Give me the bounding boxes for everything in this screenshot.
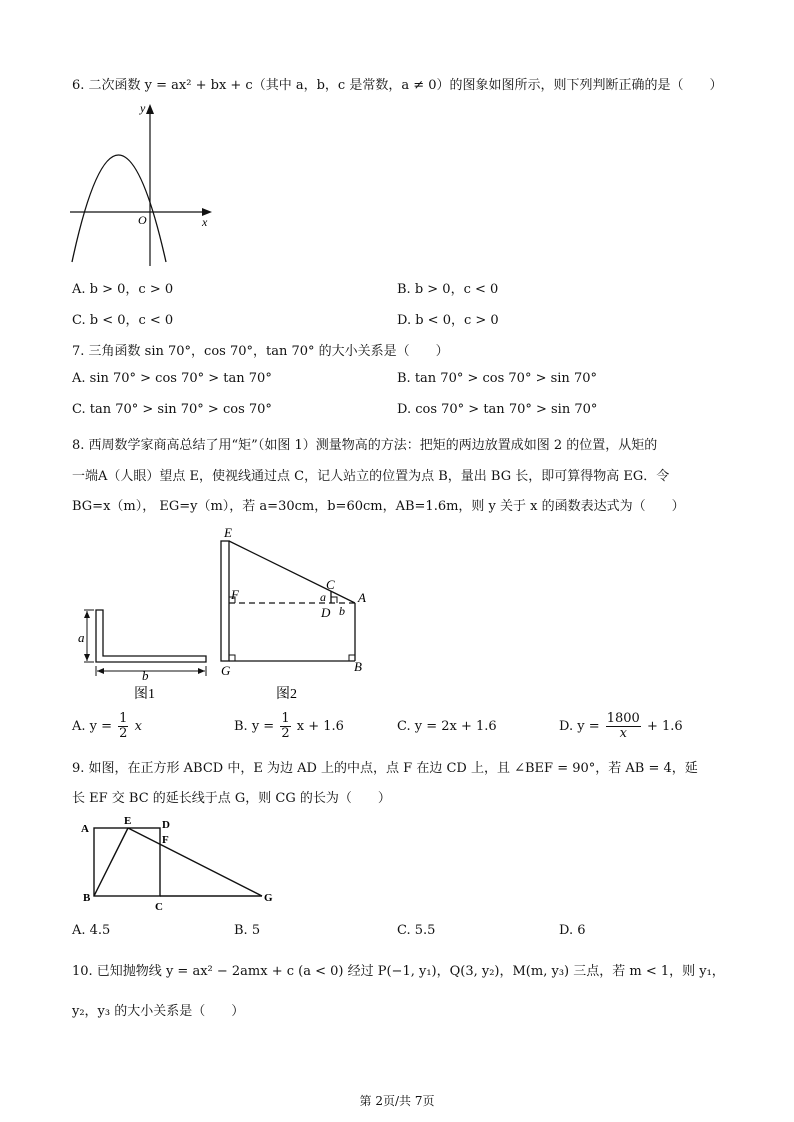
q8-d-fraction	[606, 712, 641, 741]
q6-stem: 6. 二次函数 y = ax² + bx + c（其中 a，b，c 是常数，a ≠ 0）的图象如图所示，则下列判断正确的是（ ）	[72, 78, 723, 93]
q7-option-b[interactable]: B. tan 70° > cos 70° > sin 70°	[397, 371, 597, 386]
fig2-label-b: B	[354, 659, 362, 674]
fig2-label-a: A	[358, 590, 366, 605]
q8-d-denominator: x	[619, 726, 627, 741]
q6-parabola-curve	[72, 155, 166, 262]
q8-a-numerator: 1	[119, 711, 128, 726]
q6-origin-label: O	[138, 213, 147, 227]
fig2-pole-eg	[221, 541, 229, 661]
q9-label-g: G	[264, 892, 273, 904]
q9-option-d[interactable]: D. 6	[559, 923, 586, 938]
fig1-a-arrow-down	[84, 654, 90, 661]
q8-figure-2	[215, 525, 375, 705]
q9-stem-line2: 长 EF 交 BC 的延长线于点 G，则 CG 的长为（ ）	[72, 791, 391, 806]
q6-x-label: x	[202, 215, 208, 229]
q6-option-b[interactable]: B. b > 0，c < 0	[397, 282, 499, 297]
q9-label-b: B	[83, 892, 91, 904]
fig2-caption: 图2	[276, 687, 297, 702]
q9-label-e: E	[124, 815, 132, 827]
q9-segment-eg	[128, 828, 262, 896]
q7-option-c[interactable]: C. tan 70° > sin 70° > cos 70°	[72, 402, 272, 417]
fig2-label-d: D	[321, 605, 331, 620]
q9-option-a[interactable]: A. 4.5	[72, 923, 111, 938]
q9-label-f: F	[162, 834, 169, 846]
q8-option-c[interactable]: C. y = 2x + 1.6	[397, 719, 497, 734]
q8-d-prefix: D. y =	[559, 719, 600, 734]
q6-option-d[interactable]: D. b < 0，c > 0	[397, 313, 499, 328]
q9-option-b[interactable]: B. 5	[234, 923, 261, 938]
page-footer: 第 2页/共 7页	[359, 1094, 435, 1108]
q8-b-denominator: 2	[281, 726, 290, 741]
fig2-label-e: E	[224, 525, 232, 540]
q8-option-a[interactable]	[72, 712, 142, 741]
q9-label-d: D	[162, 819, 170, 831]
q8-a-denominator: 2	[119, 726, 128, 741]
q9-square-abcd	[94, 828, 160, 896]
q8-b-prefix: B. y =	[234, 719, 275, 734]
q8-b-suffix: x + 1.6	[296, 719, 344, 734]
q6-y-label: y	[140, 101, 146, 115]
fig2-label-f: F	[231, 587, 239, 602]
q8-d-numerator: 1800	[606, 711, 640, 726]
q8-b-fraction	[280, 712, 290, 741]
q9-label-c: C	[155, 901, 163, 912]
q6-option-c[interactable]: C. b < 0，c < 0	[72, 313, 174, 328]
q9-square-figure	[78, 812, 288, 912]
q7-option-d[interactable]: D. cos 70° > tan 70° > sin 70°	[397, 402, 598, 417]
q8-a-fraction	[118, 712, 128, 741]
q9-label-a: A	[81, 823, 89, 835]
q8-d-suffix: + 1.6	[646, 719, 683, 734]
q8-b-numerator: 1	[281, 711, 290, 726]
fig1-label-b: b	[142, 668, 149, 683]
q8-option-b[interactable]	[234, 712, 344, 741]
q6-y-axis-arrow	[146, 104, 154, 114]
q7-stem: 7. 三角函数 sin 70°，cos 70°，tan 70° 的大小关系是（ ）	[72, 344, 449, 359]
fig1-b-arrow-left	[97, 668, 104, 674]
fig1-b-arrow-right	[198, 668, 205, 674]
q9-segment-be	[94, 828, 128, 896]
q10-stem-line1: 10. 已知抛物线 y = ax² − 2amx + c (a < 0) 经过 P(−1, y₁)，Q(3, y₂)，M(m, y₃) 三点，若 m < 1，则 y₁，	[72, 964, 725, 979]
q8-a-prefix: A. y =	[72, 719, 113, 734]
fig2-label-g: G	[221, 663, 231, 678]
q10-stem-line2: y₂，y₃ 的大小关系是（ ）	[72, 1004, 245, 1019]
q8-stem-line2: 一端A（人眼）望点 E，使视线通过点 C，记人站立的位置为点 B，量出 BG 长，即可算得物高 EG．令	[72, 469, 670, 484]
q8-option-d[interactable]	[559, 712, 683, 741]
q8-stem-line1: 8. 西周数学家商高总结了用“矩”（如图 1）测量物高的方法：把矩的两边放置成如图 2 的位置，从矩的	[72, 438, 658, 453]
fig2-label-a-small: a	[320, 590, 326, 604]
q8-stem-line3: BG=x（m）， EG=y（m），若 a=30cm，b=60cm，AB=1.6m，则 y 关于 x 的函数表达式为（ ）	[72, 499, 685, 514]
q8-a-suffix: x	[134, 719, 142, 734]
q6-option-a[interactable]: A. b > 0，c > 0	[72, 282, 174, 297]
fig2-right-angle-d	[331, 597, 337, 603]
fig2-label-b-small: b	[339, 604, 345, 618]
fig2-label-c: C	[326, 577, 335, 592]
q8-figure-1	[70, 600, 230, 705]
fig1-a-arrow-up	[84, 611, 90, 618]
fig1-caption: 图1	[134, 687, 155, 702]
q9-stem-line1: 9. 如图，在正方形 ABCD 中，E 为边 AD 上的中点，点 F 在边 CD 上，且 ∠BEF = 90°，若 AB = 4，延	[72, 761, 698, 776]
fig1-label-a: a	[78, 630, 85, 645]
fig2-right-angle-g	[229, 655, 235, 661]
q7-option-a[interactable]: A. sin 70° > cos 70° > tan 70°	[72, 371, 272, 386]
q9-option-c[interactable]: C. 5.5	[397, 923, 436, 938]
q6-parabola-graph	[66, 100, 226, 268]
fig2-sight-line	[229, 541, 355, 603]
fig1-square-ruler	[96, 610, 206, 662]
